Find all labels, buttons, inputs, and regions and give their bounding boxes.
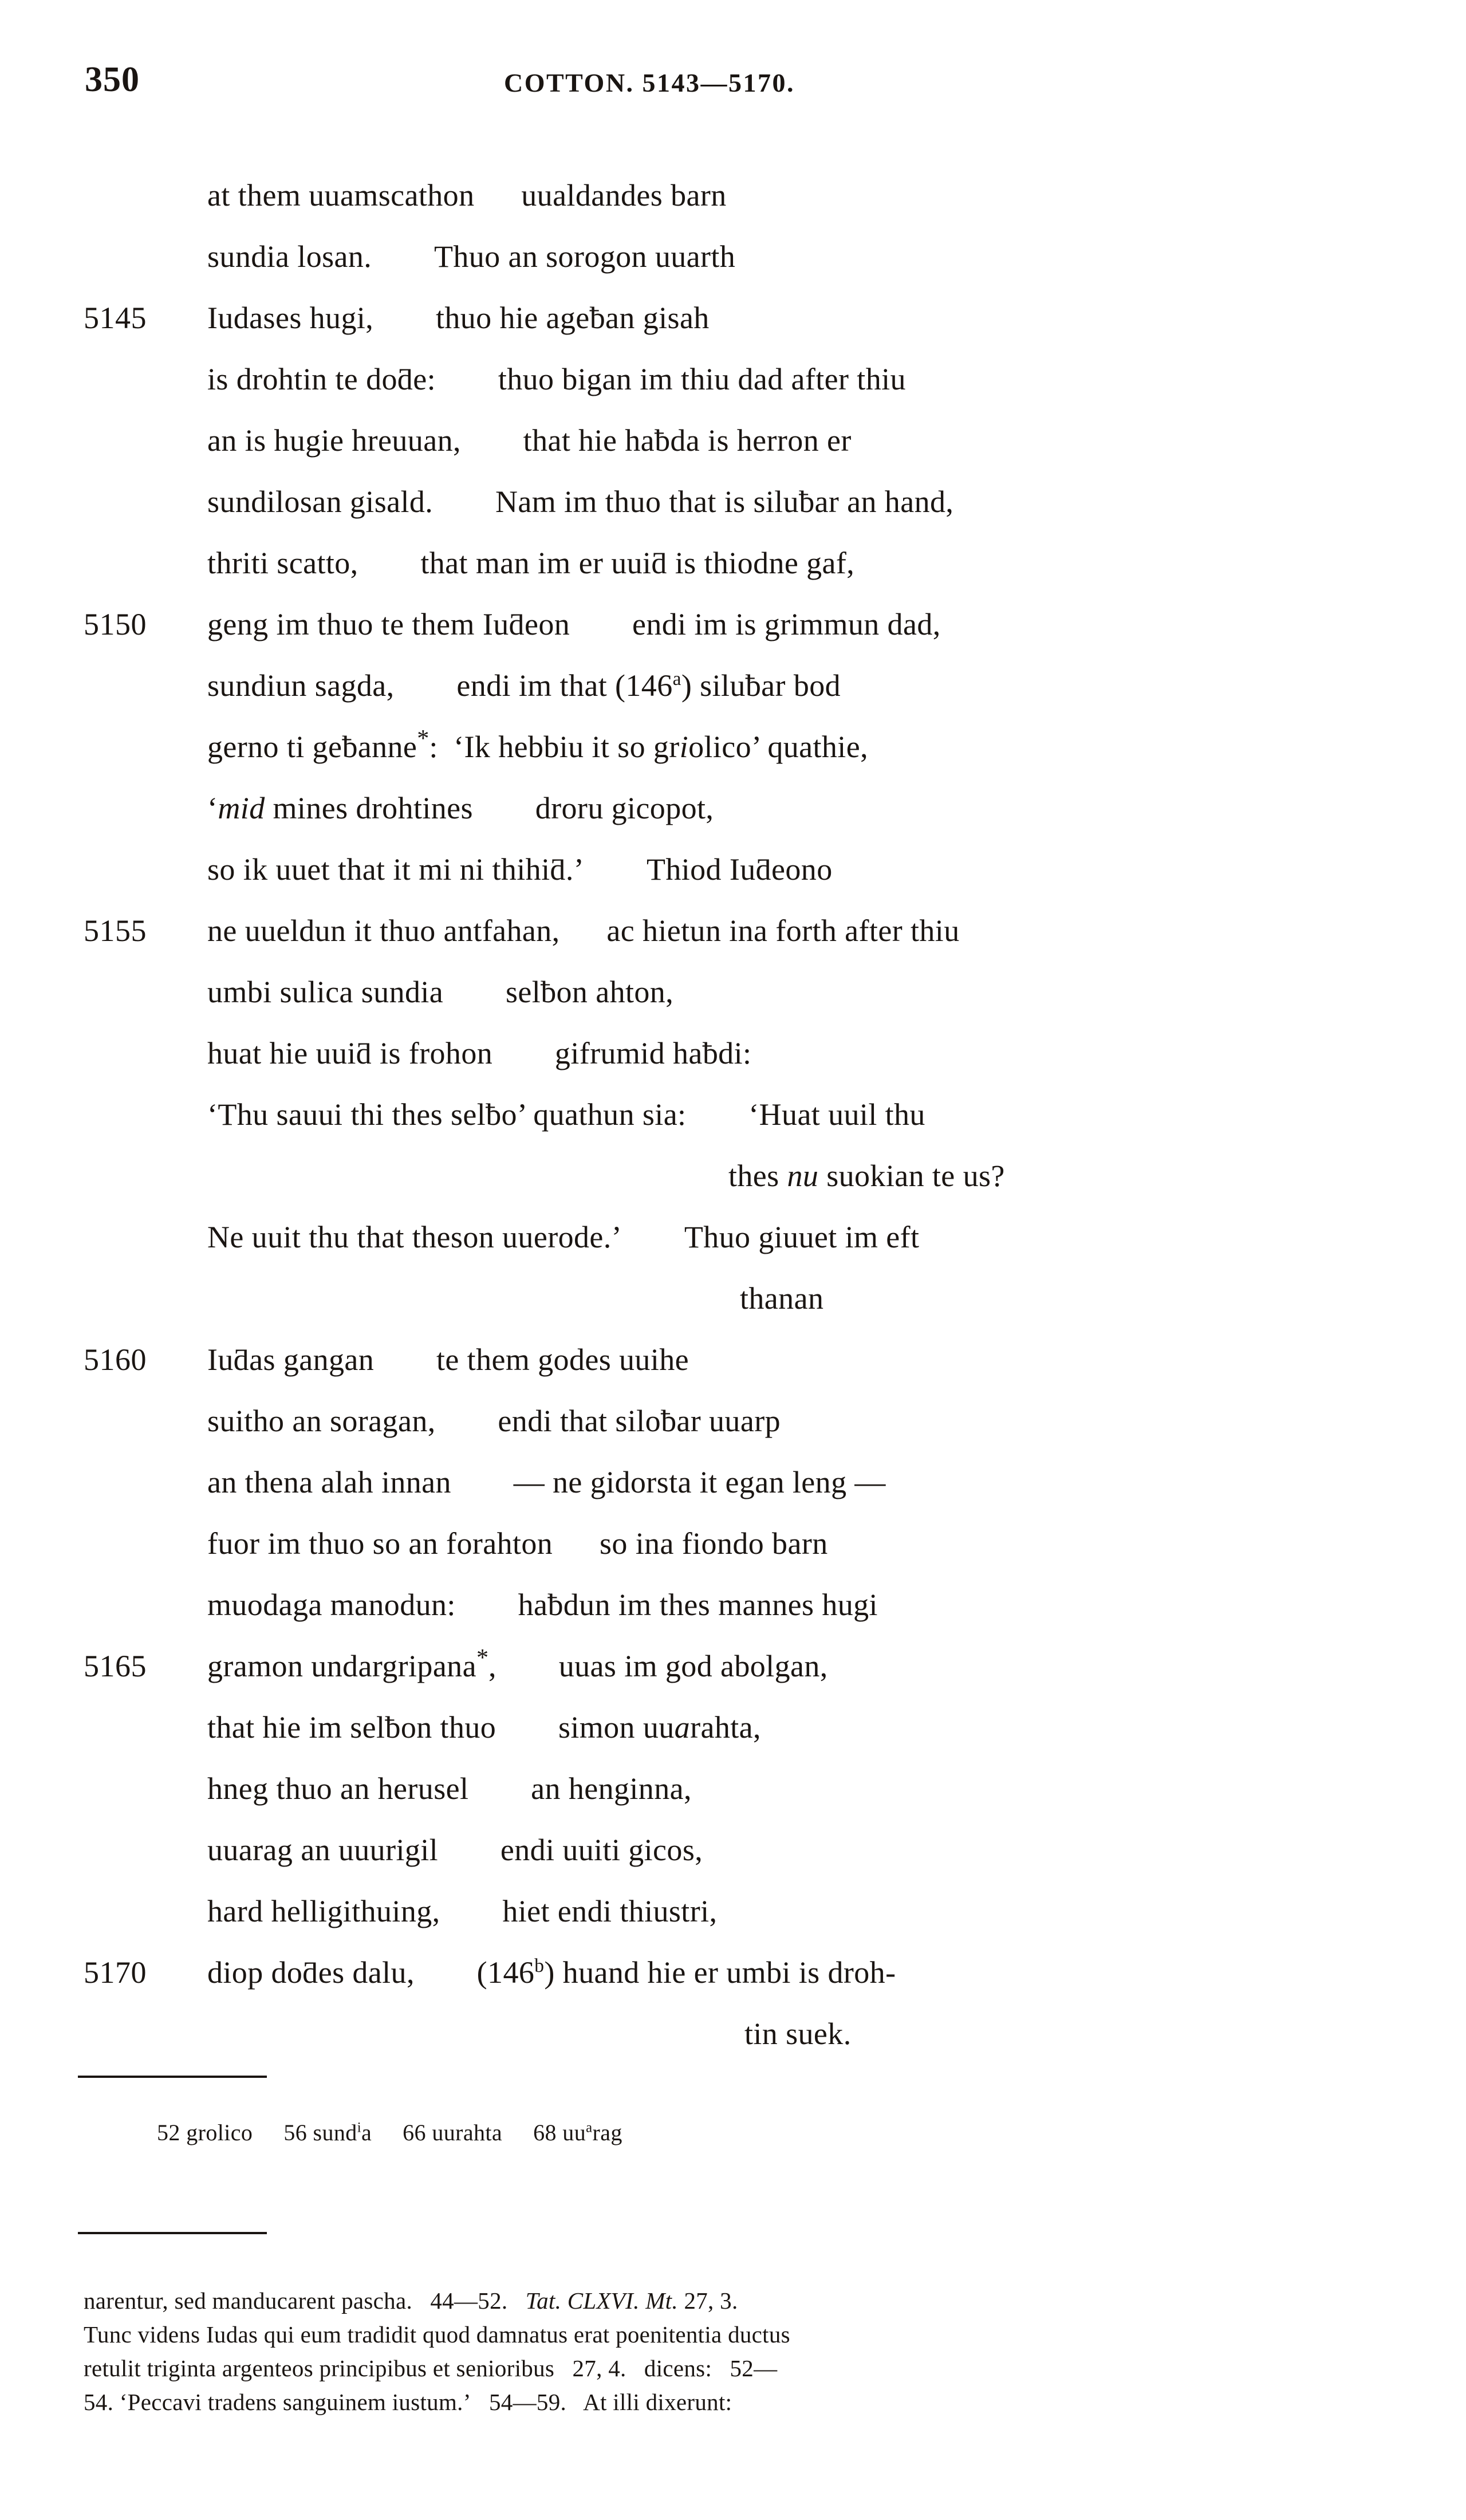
verse-line <box>0 1023 1466 1084</box>
verse-line-text: an is hugie hreuuan, that hie haƀda is herron er <box>207 423 852 458</box>
verse-line <box>0 1758 1466 1820</box>
verse-line-number: 5145 <box>84 301 147 335</box>
verse-line <box>0 1881 1466 1942</box>
verse-line-number: 5155 <box>84 914 147 948</box>
verse-line-text: Ne uuit thu that theson uuerode.’ Thuo giuuet im eft <box>207 1220 920 1254</box>
running-head-title: COTTON. 5143—5170. <box>504 68 795 97</box>
latin-apparatus <box>84 2284 1384 2419</box>
verse-line <box>0 1574 1466 1636</box>
verse-line-text: tin suek. <box>744 2017 852 2051</box>
apparatus-line: Tunc videns Iudas qui eum tradidit quod damnatus erat poenitentia ductus <box>84 2321 790 2348</box>
verse-line-text: Iudases hugi, thuo hie ageƀan gisah <box>207 301 710 335</box>
verse-line <box>0 1636 1466 1697</box>
verse-line-text: muodaga manodun: haƀdun im thes mannes hugi <box>207 1588 878 1622</box>
verse-line-text: an thena alah innan — ne gidorsta it egan leng — <box>207 1465 886 1499</box>
verse-line-text: sundia losan. Thuo an sorogon uuarth <box>207 239 736 274</box>
apparatus-line: narentur, sed manducarent pascha. 44—52. Tat. CLXVI. Mt. 27, 3. <box>84 2287 738 2314</box>
verse-line-text: is drohtin te doƌe: thuo bigan im thiu dad after thiu <box>207 362 906 396</box>
footnote-rule-lower <box>78 2232 267 2234</box>
verse-line <box>0 839 1466 900</box>
verse-line-number: 5150 <box>84 607 147 641</box>
verse-line <box>0 349 1466 410</box>
verse-line-text: thes nu suokian te us? <box>728 1159 1005 1193</box>
verse-line-text: diop doƌes dalu, (146$^b$) huand hie er umbi is droh- <box>207 1955 896 1990</box>
verse-line-text: hard helligithuing, hiet endi thiustri, <box>207 1894 718 1928</box>
verse-line-text: thriti scatto, that man im er uuiƌ is thiodne gaf, <box>207 546 855 580</box>
verse-line-text: at them uuamscathon uualdandes barn <box>207 178 727 212</box>
verse-line-text: ‘Thu sauui thi thes selƀo’ quathun sia: ‘Huat uuil thu <box>207 1097 925 1132</box>
running-head <box>0 62 1466 108</box>
footnote-rule-upper <box>78 2076 267 2078</box>
verse-line <box>0 962 1466 1023</box>
verse-line <box>0 1268 1466 1329</box>
verse-line-text: sundilosan gisald. Nam im thuo that is siluƀar an hand, <box>207 485 954 519</box>
verse-line <box>0 410 1466 471</box>
verse-line-text: geng im thuo te them Iuƌeon endi im is grimmun dad, <box>207 607 941 641</box>
verse-line <box>0 2003 1466 2065</box>
verse-line-number: 5165 <box>84 1649 147 1683</box>
verse-line-text: hneg thuo an herusel an henginna, <box>207 1771 692 1806</box>
verse-line-number: 5160 <box>84 1342 147 1377</box>
verse-line-text: umbi sulica sundia selƀon ahton, <box>207 975 674 1009</box>
verse-line <box>0 533 1466 594</box>
verse-line <box>0 1207 1466 1268</box>
verse-line-text: ne uueldun it thuo antfahan, ac hietun ina forth after thiu <box>207 914 960 948</box>
verse-line <box>0 900 1466 962</box>
apparatus-line: retulit triginta argenteos principibus et senioribus 27, 4. dicens: 52— <box>84 2355 778 2381</box>
verse-line <box>0 1697 1466 1758</box>
verse-line-text: sundiun sagda, endi im that (146$^a$) siluƀar bod <box>207 668 841 703</box>
verse-line <box>0 1942 1466 2003</box>
verse-line <box>0 226 1466 288</box>
verse-line-text: that hie im selƀon thuo simon uuarahta, <box>207 1710 761 1745</box>
verse-line <box>0 1329 1466 1391</box>
verse-line-text: suitho an soragan, endi that siloƀar uuarp <box>207 1404 781 1438</box>
verse-line <box>0 1145 1466 1207</box>
verse-line-text: gramon undargripana*, uuas im god abolgan, <box>207 1644 828 1683</box>
verse-line-text: so ik uuet that it mi ni thihiƌ.’ Thiod Iuƌeono <box>207 852 833 887</box>
apparatus-line: 54. ‘Peccavi tradens sanguinem iustum.’ 54—59. At illi dixerunt: <box>84 2389 732 2415</box>
verse-line <box>0 594 1466 655</box>
verse-line <box>0 1513 1466 1574</box>
verse-line-text: gerno ti geƀanne*: ‘Ik hebbiu it so griolico’ quathie, <box>207 725 868 764</box>
verse-line-text: huat hie uuiƌ is frohon gifrumid haƀdi: <box>207 1036 752 1070</box>
page-number: 350 <box>85 60 140 99</box>
verse-line-text: fuor im thuo so an forahton so ina fiondo barn <box>207 1526 828 1561</box>
verse-line <box>0 716 1466 778</box>
verse-line <box>0 471 1466 533</box>
verse-line-text: ‘mid mines drohtines droru gicopot, <box>207 791 714 825</box>
verse-text-block <box>0 165 1466 2065</box>
verse-line-text: uuarag an uuurigil endi uuiti gicos, <box>207 1833 703 1867</box>
verse-line <box>0 1452 1466 1513</box>
verse-line <box>0 165 1466 226</box>
verse-line-text: thanan <box>740 1281 824 1316</box>
verse-line <box>0 1391 1466 1452</box>
verse-line-text: Iuƌas gangan te them godes uuihe <box>207 1342 689 1377</box>
verse-line <box>0 288 1466 349</box>
verse-line <box>0 778 1466 839</box>
verse-line <box>0 655 1466 716</box>
verse-line-number: 5170 <box>84 1955 147 1990</box>
verse-line <box>0 1820 1466 1881</box>
variant-readings-note: 52 grolico 56 sund$^i$a 66 uurahta 68 $uu^arag$ <box>157 2120 622 2145</box>
verse-line <box>0 1084 1466 1145</box>
